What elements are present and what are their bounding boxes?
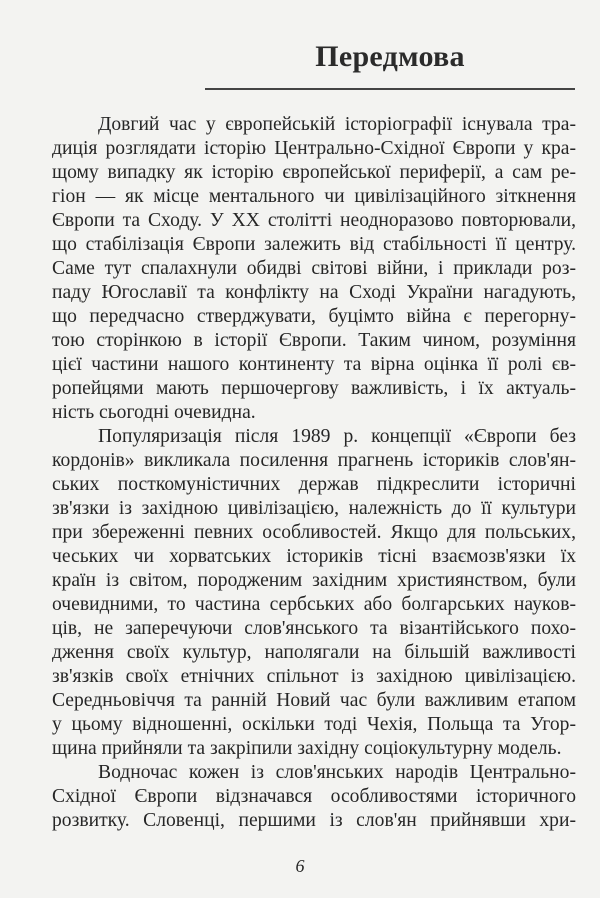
text-line: розвитку. Словенці, першими із слов'ян прийнявши хри- [52, 810, 576, 831]
text-line: цієї частини нашого континенту та вірна оцінка її ролі єв- [52, 354, 576, 375]
text-line: паду Югославії та конфлікту на Сході України нагадують, [52, 282, 576, 303]
text-line: щина прийняли та закріпили західну соціокультурну модель. [52, 738, 562, 759]
text-line: ських посткомуністичних держав підкреслити історичні [52, 474, 576, 495]
text-line: зв'язки із західною цивілізацією, належність до її культури [52, 498, 576, 519]
page-title: Передмова [315, 40, 465, 73]
text-line: при збереженні певних особливостей. Якщо для польських, [52, 522, 576, 543]
text-line: щому випадку як історію європейської периферії, а сам ре- [52, 162, 576, 183]
text-line: Середньовіччя та ранній Новий час були важливим етапом [52, 690, 576, 711]
body-text [52, 113, 576, 833]
text-line: Водночас кожен із слов'янських народів Центрально- [98, 762, 576, 783]
text-line: ропейцями мають першочергову важливість, і їх актуаль- [52, 378, 576, 399]
text-line: у цьому відношенні, оскільки тоді Чехія, Польща та Угор- [52, 714, 576, 735]
text-line: Популяризація після 1989 р. концепції «Європи без [98, 426, 576, 447]
text-line: ність сьогодні очевидна. [52, 402, 256, 423]
text-line: Довгий час у європейській історіографії існувала тра- [98, 114, 576, 135]
text-line: очевидними, то частина сербських або болгарських науков- [52, 594, 576, 615]
text-line: тою сторінкою в історії Європи. Таким чином, розуміння [52, 330, 576, 351]
text-line: ців, не заперечуючи слов'янського та візантійського похо- [52, 618, 576, 639]
text-line: Східної Європи відзначався особливостями історичного [52, 786, 576, 807]
text-line: кордонів» викликала посилення прагнень істориків слов'ян- [52, 450, 576, 471]
text-line: гіон — як місце ментального чи цивілізаційного зіткнення [52, 186, 576, 207]
text-line: що стабілізація Європи залежить від стабільності її центру. [52, 234, 576, 255]
text-line: диція розглядати історію Центрально-Східної Європи у кра- [52, 138, 576, 159]
title-underline [205, 88, 575, 90]
text-line: чеських чи хорватських істориків тісні взаємозв'язки їх [52, 546, 576, 567]
text-line: країн із світом, породженим західним християнством, були [52, 570, 576, 591]
text-line: дження своїх культур, наполягали на більшій важливості [52, 642, 576, 663]
page-number: 6 [295, 856, 305, 876]
text-line: зв'язків своїх етнічних спільнот із західною цивілізацією. [52, 666, 576, 687]
text-line: що передчасно стверджувати, буцімто війна є перегорну- [52, 306, 576, 327]
text-line: Саме тут спалахнули обидві світові війни, і приклади роз- [52, 258, 576, 279]
text-line: Європи та Сходу. У XX столітті неодноразово повторювали, [52, 210, 576, 231]
